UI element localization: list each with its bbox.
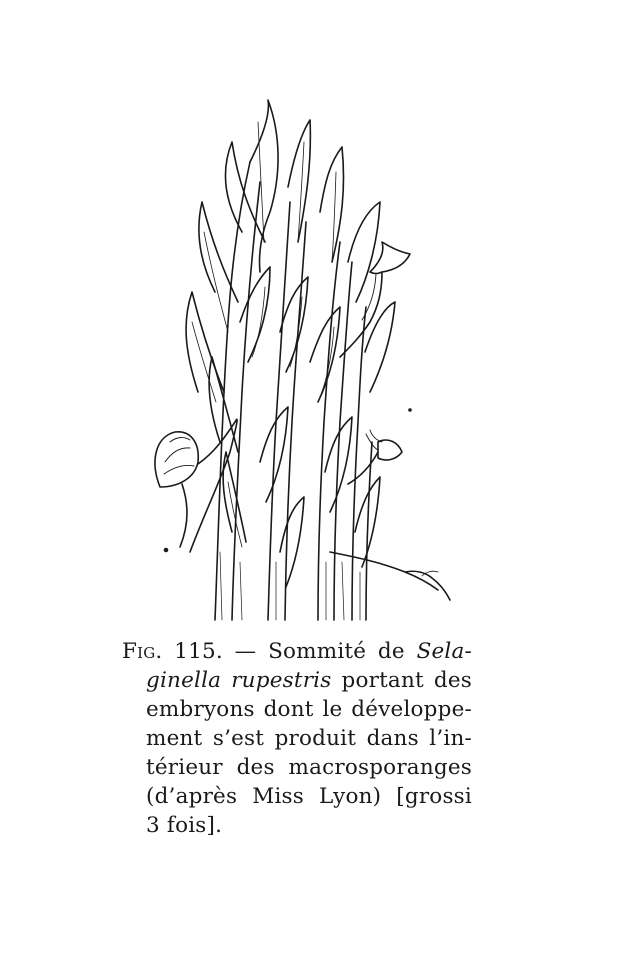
caption-line-2 xyxy=(122,666,472,695)
caption-species-name: ginella rupestris xyxy=(146,668,332,693)
figure-label: Fig. 115. xyxy=(122,639,223,664)
figure-caption xyxy=(122,637,472,840)
caption-genus-part: Sela- xyxy=(416,639,472,664)
caption-line-3: embryons dont le développe- xyxy=(146,697,472,722)
caption-line-4: ment s’est produit dans l’in- xyxy=(146,726,472,751)
caption-line-2-rest: portant des xyxy=(331,668,472,693)
botanical-illustration xyxy=(120,92,470,622)
caption-line-1 xyxy=(122,637,472,666)
selaginella-rupestris-icon xyxy=(120,92,470,622)
caption-line-7: 3 fois]. xyxy=(146,813,223,838)
caption-line-6: (d’après Miss Lyon) [grossi xyxy=(146,784,472,809)
caption-dash-text: — Sommité de xyxy=(222,639,417,664)
caption-line-5: térieur des macrosporanges xyxy=(146,755,472,780)
